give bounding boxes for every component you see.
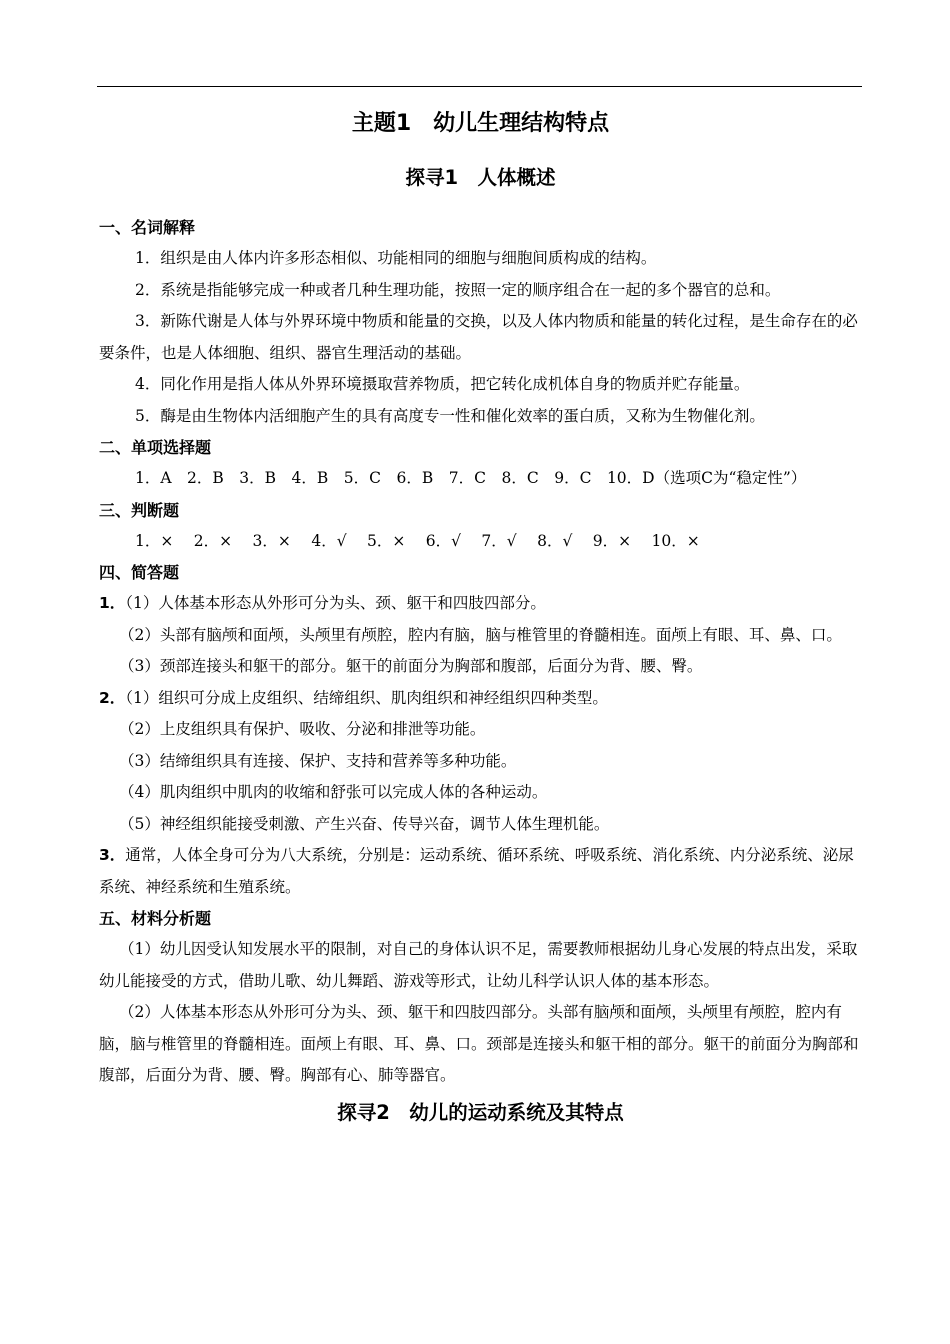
term-item-3: 3．新陈代谢是人体与外界环境中物质和能量的交换，以及人体内物质和能量的转化过程，是生命存在的必要条件，也是人体细胞、组织、器官生理活动的基础。 xyxy=(99,312,858,362)
short-answer-2-part-2: （2）上皮组织具有保护、吸收、分泌和排泄等功能。 xyxy=(119,720,486,738)
term-item-5: 5．酶是由生物体内活细胞产生的具有高度专一性和催化效率的蛋白质，又称为生物催化剂。 xyxy=(135,406,765,425)
answer-text: 通常，人体全身可分为八大系统，分别是：运动系统、循环系统、呼吸系统、消化系统、内分泌系统、泌尿系统、神经系统和生殖系统。 xyxy=(99,846,854,896)
short-answer-1-part-2: （2）头部有脑颅和面颅，头颅里有颅腔，腔内有脑，脑与椎管里的脊髓相连。面颅上有眼、耳、鼻、口。 xyxy=(119,625,842,644)
short-answer-2-part-1 xyxy=(99,683,862,715)
short-answer-1-part-1 xyxy=(99,588,862,620)
document-page xyxy=(99,104,862,1130)
single-choice-answers: 1．A 2．B 3．B 4．B 5．C 6．B 7．C 8．C 9．C 10．D（选项C为“稳定性”） xyxy=(135,469,807,487)
next-section-title: 探寻2 幼儿的运动系统及其特点 xyxy=(337,1100,624,1124)
heading-terms: 一、名词解释 xyxy=(99,218,196,237)
short-answer-3 xyxy=(99,840,862,903)
short-answer-2-part-4: （4）肌肉组织中肌肉的收缩和舒张可以完成人体的各种运动。 xyxy=(119,783,548,801)
term-item-4: 4．同化作用是指人体从外界环境摄取营养物质，把它转化成机体自身的物质并贮存能量。 xyxy=(135,375,750,393)
answer-text: （1）组织可分成上皮组织、结缔组织、肌肉组织和神经组织四种类型。 xyxy=(125,688,608,707)
page-title: 主题1 幼儿生理结构特点 xyxy=(351,111,610,136)
true-false-answers: 1．× 2．× 3．× 4．√ 5．× 6．√ 7．√ 8．√ 9．× 10．× xyxy=(135,531,700,550)
analysis-item-1: （1）幼儿因受认知发展水平的限制，对自己的身体认识不足，需要教师根据幼儿身心发展的特点出发，采取幼儿能接受的方式，借助儿歌、幼儿舞蹈、游戏等形式，让幼儿科学认识人体的基本形态。 xyxy=(99,940,858,990)
term-item-1: 1．组织是由人体内许多形态相似、功能相同的细胞与细胞间质构成的结构。 xyxy=(135,249,657,267)
section-title: 探寻1 人体概述 xyxy=(405,166,556,189)
analysis-item-2: （2）人体基本形态从外形可分为头、颈、躯干和四肢四部分。头部有脑颅和面颅，头颅里有颅腔，腔内有脑，脑与椎管里的脊髓相连。面颅上有眼、耳、鼻、口。颈部是连接头和躯干相的部分。躯干的前面分为胸部和腹部，后面分为背、腰、臀。胸部有心、肺等器官。 xyxy=(99,1003,859,1084)
question-number: 2． xyxy=(99,688,126,707)
short-answer-1-part-3: （3）颈部连接头和躯干的部分。躯干的前面分为胸部和腹部，后面分为背、腰、臀。 xyxy=(119,657,703,675)
question-number: 1． xyxy=(99,594,126,612)
short-answer-2-part-3: （3）结缔组织具有连接、保护、支持和营养等多种功能。 xyxy=(119,751,517,770)
heading-short-answer: 四、简答题 xyxy=(99,563,180,582)
question-number: 3． xyxy=(99,846,126,864)
heading-material-analysis: 五、材料分析题 xyxy=(99,909,212,928)
short-answer-2-part-5: （5）神经组织能接受刺激、产生兴奋、传导兴奋，调节人体生理机能。 xyxy=(119,814,610,833)
header-rule xyxy=(97,86,862,87)
heading-single-choice: 二、单项选择题 xyxy=(99,438,212,457)
answer-text: （1）人体基本形态从外形可分为头、颈、躯干和四肢四部分。 xyxy=(125,594,546,612)
heading-true-false: 三、判断题 xyxy=(99,500,180,520)
term-item-2: 2．系统是指能够完成一种或者几种生理功能，按照一定的顺序组合在一起的多个器官的总和。 xyxy=(135,280,781,299)
